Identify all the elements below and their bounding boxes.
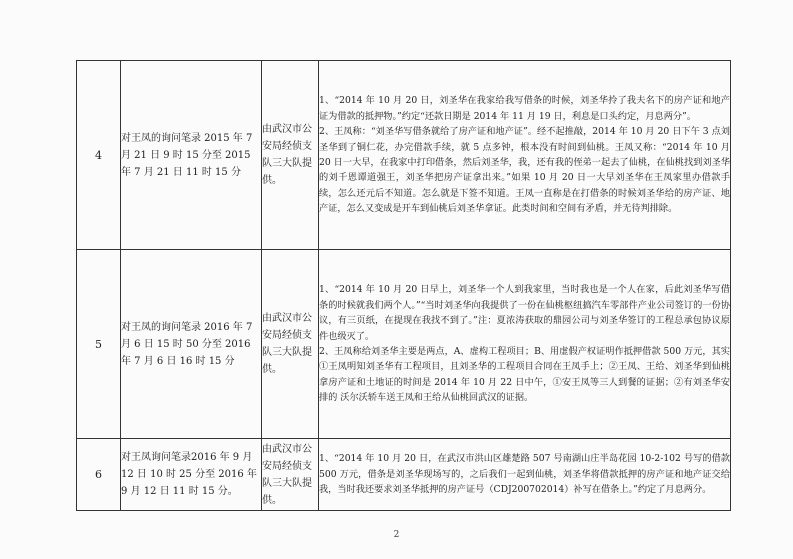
table-row — [77, 250, 731, 439]
evidence-name: 对王凤的询问笔录 2016 年 7 月 6 日 15 时 50 分至 2016 年 7 月 6 日 16 时 15 分 — [121, 250, 262, 439]
row-number: 5 — [77, 250, 121, 439]
content-paragraph: 1、“2014 年 10 月 20 日，刘圣华在我家给我写借条的时候，刘圣华拎了我夫名下的房产证和地产证为借款的抵押物。”约定“还款日期是 2014 年 11 月 19 日，利息是口头约定，月息两分”。 — [319, 95, 730, 122]
evidence-name: 对王凤询问笔录2016 年 9 月 12 日 10 时 25 分至 2016 年 9 月 12 日 11 时 15 分。 — [121, 439, 262, 511]
content-paragraph: 2、王凤称给刘圣华主要是两点，A、虚构工程项目；B、用虚假产权证明作抵押借款 500 万元，其实①王凤明知刘圣华有工程项目，且刘圣华的工程项目合同在王凤手上；②王凤、王给、刘圣华到仙桃拿房产证和土地证的时间是 2014 年 10 月 22 日中午，①安王凤等三人到餐的证据；②有刘圣华安排的 沃尔沃轿车送王凤和王给从仙桃回武汉的证据。 — [319, 346, 730, 404]
table-row — [77, 439, 731, 511]
content-paragraph: 2、王凤称：“刘圣华写借条就给了房产证和地产证”。经不起推敲，2014 年 10 月 20 日下午 3 点刘圣华到了铜仁花，办完借款手续，就 5 点多钟，根本没有时间到仙桃。王凤又称：“2014 年 10 月 20 日一大早，在我家中打印借条，然后刘圣华，我，还有我的侄弟一起去了仙桃，在仙桃找到刘圣华的刘千恩谭道强王，刘圣华把房产证拿出来。”如果 10 月 20 日一大早刘圣华在王凤家里办借款手续，怎么还元后不知道。怎么就是下签不知道。王凤一直称是在打借条的时候刘圣华给的房产证、地产证，怎么又变成是开车到仙桃后刘圣华拿证。此类时间和空间有矛盾，并无待判排除。 — [319, 126, 730, 215]
row-number: 4 — [77, 61, 121, 250]
evidence-content — [319, 250, 731, 439]
evidence-source: 由武汉市公安局经侦支队三大队提供。 — [262, 61, 319, 250]
table-row — [77, 61, 731, 250]
evidence-table — [76, 60, 731, 511]
evidence-content — [319, 61, 731, 250]
row-number: 6 — [77, 439, 121, 511]
content-paragraph: 1、“2014 年 10 月 20 日早上，刘圣华一个人到我家里，当时我也是一个人在家，后此刘圣华写借条的时候就我们两个人。”“当时刘圣华向我提供了一份在仙桃枢纽搞汽车零部件产业公司签订的一份协议，有三页纸，在提现在我找不到了。”注：夏浓涛获取的鼎园公司与刘圣华签订的工程总承包协议原件也级灭了。 — [319, 284, 730, 342]
evidence-content — [319, 439, 731, 511]
evidence-name: 对王凤的询问笔录 2015 年 7 月 21 日 9 时 15 分至 2015 年 7 月 21 日 11 时 15 分 — [121, 61, 262, 250]
page-number: 2 — [393, 530, 400, 540]
evidence-source: 由武汉市公安局经侦支队三大队提供。 — [262, 439, 319, 511]
content-paragraph: 1、“2014 年 10 月 20 日，在武汉市洪山区雄楚路 507 号南湖山庄半岛花园 10-2-102 号写的借款 500 万元，借条是刘圣华现场写的，之后我们一起到仙桃，刘圣华将借款抵押的房产证和地产证交给我，当时我还要求刘圣华抵押的房产证号（CDJ200702014）补写在借条上。”约定了月息两分。 — [319, 453, 730, 496]
evidence-source: 由武汉市公安局经侦支队三大队提供。 — [262, 250, 319, 439]
